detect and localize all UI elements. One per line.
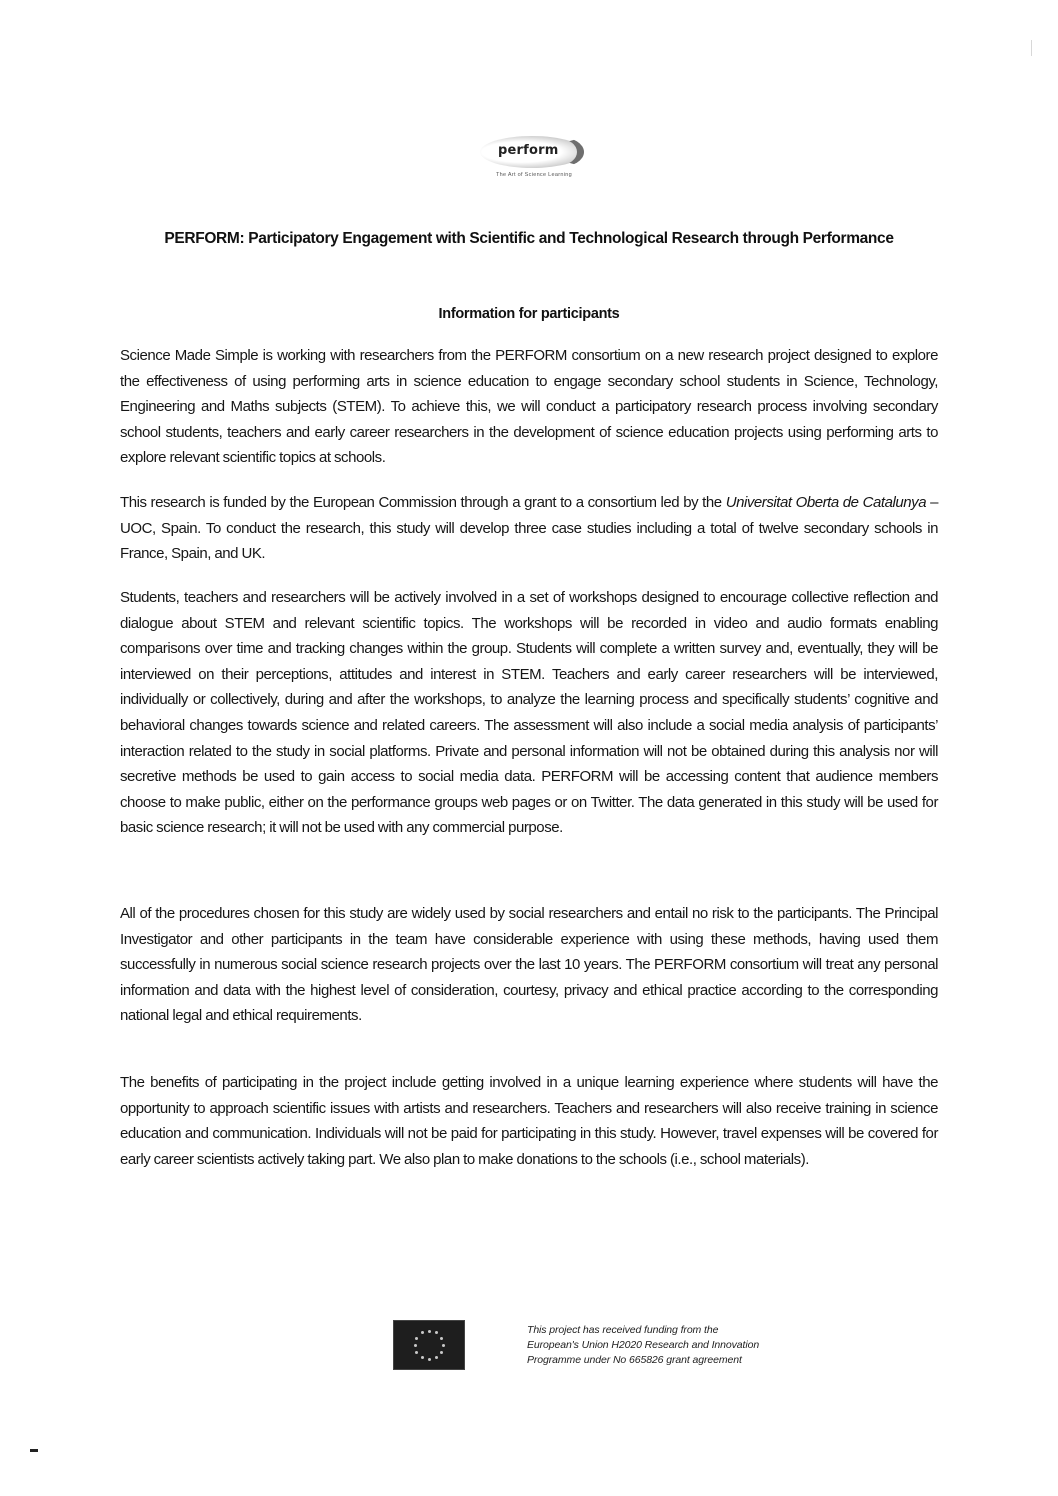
star-icon: [414, 1344, 417, 1347]
eu-flag-icon: [393, 1320, 465, 1370]
logo-wordmark: perform: [498, 143, 559, 158]
paragraph-funding: [120, 490, 938, 567]
paragraph-procedures: [120, 901, 938, 1029]
funding-acknowledgement: [527, 1323, 797, 1368]
star-icon: [428, 1358, 431, 1361]
paragraph-text: Students, teachers and researchers will be actively involved in a set of workshops designed to encourage collective reflection and dialogue about STEM and relevant scientific topics. The workshops will be recorded in video and audio formats enabling comparisons over time and tracking changes within the group. Students will complete a written survey and, eventually, they will be interviewed on their perceptions, attitudes and interest in STEM. Teachers and early career researchers will be interviewed, individually or collectively, during and after the workshops, to analyze the learning process and specifically students’ cognitive and behavioral changes towards science and related careers. The assessment will also include a social media analysis of participants’ interaction related to the study in social platforms. Private and personal information will not be obtained during this analysis nor will secretive methods be used to gain access to social media data. PERFORM will be accessing content that audience members choose to make public, either on the performance groups web pages or on Twitter. The data generated in this study will be used for basic science research; it will not be used with any commercial purpose.: [120, 589, 938, 837]
logo-tagline: The Art of Science Learning: [496, 172, 572, 178]
paragraph-text: The benefits of participating in the project include getting involved in a unique learning experience where students will have the opportunity to approach scientific issues with artists and researchers. Teachers and researchers will also receive training in science education and communication. Individuals will not be paid for participating in this study. However, travel expenses will be covered for early career scientists actively taking part. We also plan to make donations to the schools (i.e., school materials).: [120, 1074, 938, 1168]
paragraph-text: [120, 490, 938, 567]
star-icon: [428, 1330, 431, 1333]
star-icon: [440, 1351, 443, 1354]
paragraph-text-before: This research is funded by the European Commission through a grant to a consortium led by the: [120, 494, 726, 511]
star-icon: [421, 1331, 424, 1334]
star-icon: [435, 1356, 438, 1359]
university-name: Universitat Oberta de Catalunya: [725, 494, 927, 511]
document-title: PERFORM: Participatory Engagement with Scientific and Technological Research through Performance: [164, 230, 894, 247]
paragraph-benefits: [120, 1070, 938, 1172]
paragraph-text: Science Made Simple is working with researchers from the PERFORM consortium on a new research project designed to explore the effectiveness of using performing arts in science education to engage secondary school students in Science, Technology, Engineering and Maths subjects (STEM). To achieve this, we will conduct a participatory research process involving secondary school students, teachers and early career researchers in the development of science education projects using performing arts to explore relevant scientific topics at schools.: [120, 347, 938, 467]
paragraph-text-after: –UOC, Spain. To conduct the research, this study will develop three case studies including a total of twelve secondary schools in France, Spain, and UK.: [120, 494, 939, 563]
star-icon: [442, 1344, 445, 1347]
document-subtitle: Information for participants: [438, 306, 620, 322]
star-icon: [415, 1351, 418, 1354]
star-icon: [435, 1331, 438, 1334]
paragraph-intro: [120, 343, 938, 471]
scan-artifact: [30, 1449, 38, 1452]
funding-line: This project has received funding from the: [527, 1324, 719, 1336]
paragraph-workshops: [120, 585, 938, 841]
funding-line: Programme under No 665826 grant agreement: [527, 1354, 742, 1366]
perform-logo: [478, 134, 590, 184]
paragraph-text: All of the procedures chosen for this study are widely used by social researchers and entail no risk to the participants. The Principal Investigator and other participants in the team have considerable experience with using these methods, having used them successfully in numerous social science research projects over the last 10 years. The PERFORM consortium will treat any personal information and data with the highest level of consideration, courtesy, privacy and ethical practice according to the corresponding national legal and ethical requirements.: [120, 905, 938, 1025]
funding-line: European's Union H2020 Research and Innovation: [527, 1339, 760, 1351]
star-icon: [440, 1337, 443, 1340]
star-icon: [421, 1356, 424, 1359]
star-icon: [415, 1337, 418, 1340]
scan-artifact: [1031, 40, 1032, 56]
